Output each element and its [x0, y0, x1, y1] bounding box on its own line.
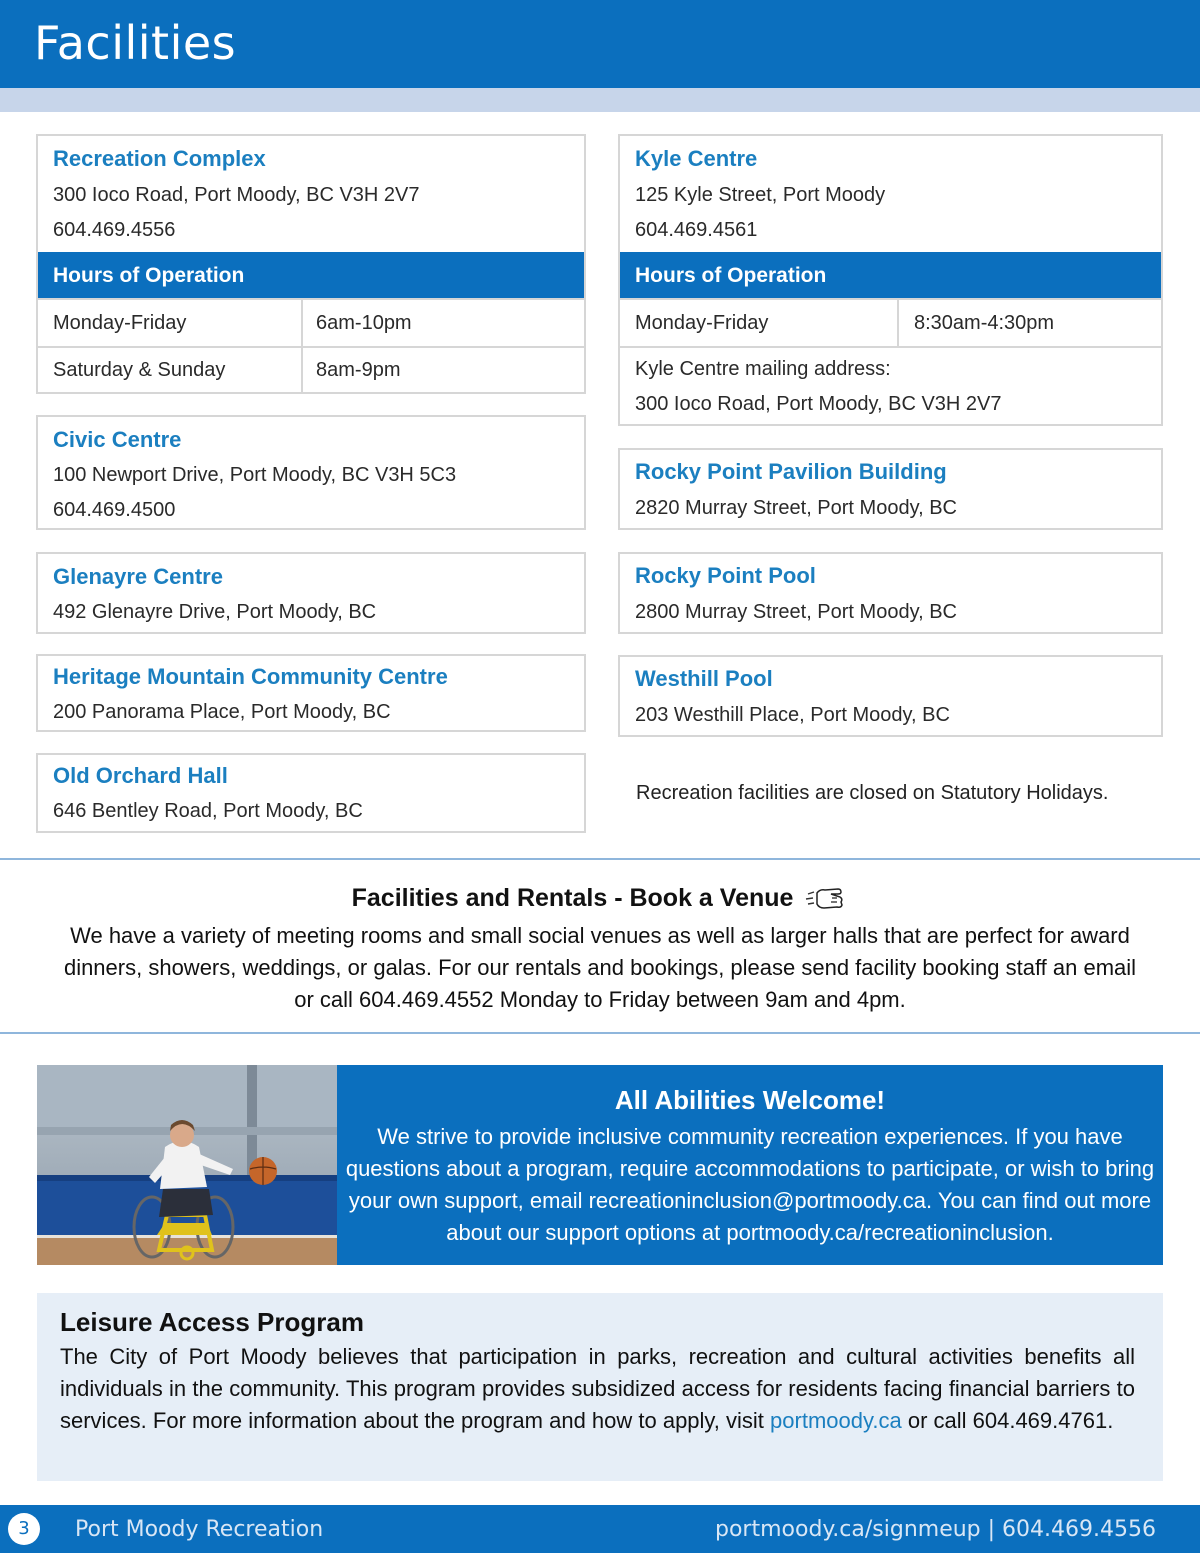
kyle-centre-card	[618, 134, 1163, 426]
facility-phone: 604.469.4561	[635, 219, 758, 241]
facility-address: 125 Kyle Street, Port Moody	[635, 184, 886, 206]
facility-name: Civic Centre	[53, 427, 182, 452]
footer-brand: Port Moody Recreation	[75, 1517, 324, 1542]
facility-address: 300 Ioco Road, Port Moody, BC V3H 2V7	[53, 184, 420, 206]
abilities-title: All Abilities Welcome!	[614, 1085, 886, 1115]
page-title: Facilities	[34, 16, 237, 70]
hours-row	[38, 298, 584, 346]
glenayre-centre-card	[36, 552, 586, 634]
section-divider	[0, 858, 1200, 860]
hours-heading: Hours of Operation	[38, 252, 584, 298]
mailing-row	[620, 346, 1161, 426]
facility-name: Rocky Point Pavilion Building	[635, 459, 947, 484]
rocky-point-pool-card	[618, 552, 1163, 634]
booking-heading	[0, 884, 1200, 913]
civic-centre-card	[36, 415, 586, 530]
facility-name: Kyle Centre	[635, 146, 758, 171]
westhill-pool-card	[618, 655, 1163, 737]
mailing-address: 300 Ioco Road, Port Moody, BC V3H 2V7	[635, 393, 1002, 415]
column-divider	[897, 298, 899, 346]
facility-name: Heritage Mountain Community Centre	[53, 664, 448, 689]
hours-days: Monday-Friday	[635, 312, 769, 334]
facility-name: Rocky Point Pool	[635, 563, 816, 588]
facility-address: 2820 Murray Street, Port Moody, BC	[635, 497, 957, 519]
hours-row	[620, 298, 1161, 346]
booking-title: Facilities and Rentals - Book a Venue	[351, 884, 794, 912]
section-divider	[0, 1032, 1200, 1034]
hours-heading: Hours of Operation	[620, 252, 1161, 298]
booking-description: We have a variety of meeting rooms and small social venues as well as larger halls that are perfect for award dinners, showers, weddings, or galas. For our rentals and bookings, please send facility booking staff an email or call 604.469.4552 Monday to Friday between 9am and 4pm.	[63, 923, 1137, 1012]
heritage-mountain-card	[36, 654, 586, 732]
old-orchard-hall-card	[36, 753, 586, 833]
hours-days: Saturday & Sunday	[53, 359, 226, 381]
facility-name: Glenayre Centre	[53, 564, 223, 589]
hours-time: 6am-10pm	[316, 312, 412, 334]
facility-address: 100 Newport Drive, Port Moody, BC V3H 5C3	[53, 464, 457, 486]
holiday-note: Recreation facilities are closed on Statutory Holidays.	[636, 782, 1109, 804]
facility-address: 2800 Murray Street, Port Moody, BC	[635, 601, 957, 623]
hours-time: 8am-9pm	[316, 359, 401, 381]
recreation-complex-card	[36, 134, 586, 394]
hours-time: 8:30am-4:30pm	[914, 312, 1055, 334]
page-header	[0, 0, 1200, 88]
leisure-description	[60, 1341, 1135, 1437]
facility-address: 203 Westhill Place, Port Moody, BC	[635, 704, 950, 726]
page-number: 3	[8, 1513, 40, 1545]
facility-name: Old Orchard Hall	[53, 763, 228, 788]
facility-name: Westhill Pool	[635, 666, 773, 691]
mailing-label: Kyle Centre mailing address:	[635, 358, 891, 380]
facility-address: 200 Panorama Place, Port Moody, BC	[53, 701, 391, 723]
hours-days: Monday-Friday	[53, 312, 187, 334]
footer-contact[interactable]: portmoody.ca/signmeup | 604.469.4556	[715, 1517, 1156, 1542]
facility-name: Recreation Complex	[53, 146, 266, 171]
wheelchair-basketball-photo	[37, 1065, 337, 1265]
header-band	[0, 88, 1200, 112]
page-footer	[0, 1505, 1200, 1553]
facility-address: 646 Bentley Road, Port Moody, BC	[53, 800, 363, 822]
all-abilities-banner	[37, 1065, 1163, 1265]
leisure-title: Leisure Access Program	[60, 1307, 364, 1337]
portmoody-link[interactable]: portmoody.ca	[770, 1408, 902, 1433]
facility-phone: 604.469.4556	[53, 219, 176, 241]
hours-row	[38, 346, 584, 394]
pointing-hand-icon	[804, 884, 848, 912]
leisure-access-panel	[37, 1293, 1163, 1481]
leisure-text: The City of Port Moody believes that participation in parks, recreation and cultural activities benefits all individuals in the community. This program provides subsidized access for residents facing financial barriers to services. For more information about the program and how to apply, visit	[60, 1344, 1135, 1433]
column-divider	[301, 298, 303, 392]
facility-phone: 604.469.4500	[53, 499, 176, 521]
facility-address: 492 Glenayre Drive, Port Moody, BC	[53, 601, 377, 623]
rocky-point-pavilion-card	[618, 448, 1163, 530]
abilities-description: We strive to provide inclusive community recreation experiences. If you have questions about a program, require accommodations to participate, or wish to bring your own support, email recreationinclusion@portmoody.ca. You can find out more about our support options at portmoody.ca/recreationinclusion.	[345, 1124, 1155, 1245]
leisure-tail: or call 604.469.4761.	[907, 1408, 1114, 1433]
